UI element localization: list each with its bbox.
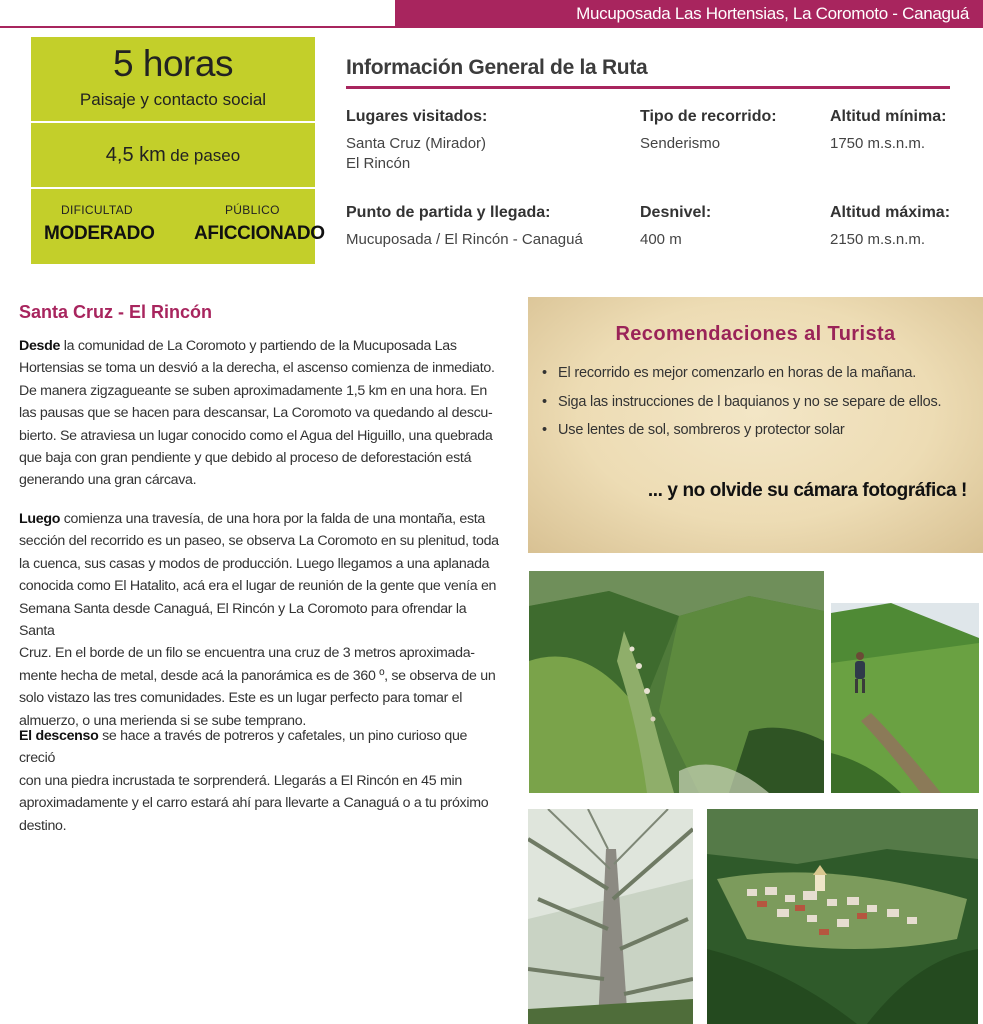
elevation-value: 400 m [640, 231, 682, 248]
recommendation-text: Siga las instrucciones de l baquianos y no se separe de ellos. [558, 394, 942, 410]
paragraph-line: Hortensias se toma un desvió a la derecha, el ascenso comienza de inmediato. [19, 360, 495, 377]
recommendations-title: Recomendaciones al Turista [615, 323, 896, 345]
recommendation-item [542, 394, 941, 410]
start-end-value: Mucuposada / El Rincón - Canaguá [346, 231, 583, 248]
difficulty-label: DIFICULTAD [61, 203, 133, 217]
hiker-photo-art [831, 603, 979, 793]
town-photo [707, 809, 978, 1024]
min-altitude-label: Altitud mínima: [830, 108, 947, 125]
hiker-photo [831, 603, 979, 793]
paragraph-line: las pausas que se hacen para descansar, La Coromoto va quedando al descu- [19, 405, 493, 422]
places-value-2: El Rincón [346, 155, 411, 172]
duration: 5 horas [113, 43, 233, 84]
paragraph-line: bierto. Se atraviesa un lugar conocido como el Agua del Higuillo, una quebrada [19, 427, 493, 444]
tour-type-value: Senderismo [640, 135, 721, 152]
valley-photo-art [529, 571, 824, 793]
distance-value: 4,5 km [105, 144, 166, 166]
info-title-rule [346, 86, 950, 89]
paragraph-line: destino. [19, 817, 67, 834]
summary-divider [31, 187, 315, 189]
paragraph-line: se hace a través de potreros y cafetales, un pino curioso que creció [19, 728, 468, 767]
header-rule [0, 26, 983, 28]
elevation-label: Desnivel: [640, 204, 712, 221]
route-paragraph-1 [19, 335, 505, 492]
paragraph-line: que baja con gran pendiente y que debido al proceso de deforestación está [19, 450, 472, 467]
places-value-1: Santa Cruz (Mirador) [346, 135, 487, 152]
bullet-icon: • [542, 365, 547, 381]
start-end-label: Punto de partida y llegada: [346, 204, 551, 221]
paragraph-line: aproximadamente y el carro estará ahí para llevarte a Canaguá o a tu próximo [19, 795, 489, 812]
recommendation-item [542, 365, 916, 381]
route-paragraph-3 [19, 725, 505, 837]
places-label: Lugares visitados: [346, 108, 488, 125]
top-header-bar [0, 0, 983, 28]
max-altitude-value: 2150 m.s.n.m. [830, 231, 926, 248]
audience-value: AFICCIONADO [194, 223, 325, 244]
paragraph-line: mente hecha de metal, desde acá la panorámica es de 360 º, se observa de un [19, 667, 496, 684]
distance [31, 144, 315, 167]
paragraph-lead: Desde [19, 338, 61, 354]
paragraph-line: conocida como El Hatalito, acá era el lugar de reunión de la gente que venía en [19, 578, 497, 595]
bullet-icon: • [542, 394, 547, 410]
route-title: Santa Cruz - El Rincón [19, 302, 213, 322]
paragraph-lead: Luego [19, 511, 61, 527]
paragraph-line: la comunidad de La Coromoto y partiendo de la Mucuposada Las [60, 338, 457, 354]
town-photo-art [707, 809, 978, 1024]
distance-suffix: de paseo [170, 146, 241, 165]
paragraph-line: almuerzo, o una merienda si se sube temprano. [19, 712, 306, 729]
min-altitude-value: 1750 m.s.n.m. [830, 135, 926, 152]
pine-tree-photo-art [528, 809, 693, 1024]
bullet-icon: • [542, 422, 547, 438]
camera-reminder: ... y no olvide su cámara fotográfica ! [647, 480, 967, 501]
tour-type-label: Tipo de recorrido: [640, 108, 777, 125]
recommendation-text: Use lentes de sol, sombreros y protector solar [558, 422, 845, 438]
paragraph-line: comienza una travesía, de una hora por la falda de una montaña, esta [60, 511, 485, 527]
paragraph-line: Semana Santa desde Canaguá, El Rincón y La Coromoto para ofrendar la Santa [19, 600, 467, 640]
paragraph-line: De manera zigzagueante se suben aproximadamente 1,5 km en una hora. En [19, 382, 487, 399]
max-altitude-label: Altitud máxima: [830, 204, 951, 221]
route-paragraph-2 [19, 508, 505, 732]
recommendations-box [528, 297, 983, 553]
pine-tree-photo [528, 809, 693, 1024]
valley-photo [529, 571, 824, 793]
recommendation-item [542, 422, 845, 438]
difficulty-value: MODERADO [44, 223, 155, 244]
audience-label: PÚBLICO [225, 203, 280, 217]
info-title: Información General de la Ruta [346, 56, 648, 79]
route-summary-box [31, 37, 325, 264]
paragraph-line: sección del recorrido es un paseo, se observa La Coromoto en su plenitud, toda [19, 533, 499, 550]
paragraph-line: solo vistazo las tres comunidades. Este es un lugar perfecto para tomar el [19, 690, 463, 707]
paragraph-line: Cruz. En el borde de un filo se encuentra una cruz de 3 metros aproximada- [19, 645, 475, 662]
theme: Paisaje y contacto social [79, 90, 267, 109]
paragraph-lead: El descenso [19, 728, 99, 744]
recommendation-text: El recorrido es mejor comenzarlo en horas de la mañana. [558, 365, 917, 381]
header-title: Mucuposada Las Hortensias, La Coromoto - Canaguá [576, 4, 969, 23]
paragraph-line: la cuenca, sus casas y modos de producción. Luego llegamos a una aplanada [19, 555, 490, 572]
paragraph-line: generando una gran cárcava. [19, 472, 197, 489]
paragraph-line: con una piedra incrustada te sorprenderá. Llegarás a El Rincón en 45 min [19, 772, 462, 789]
summary-divider [31, 121, 315, 123]
